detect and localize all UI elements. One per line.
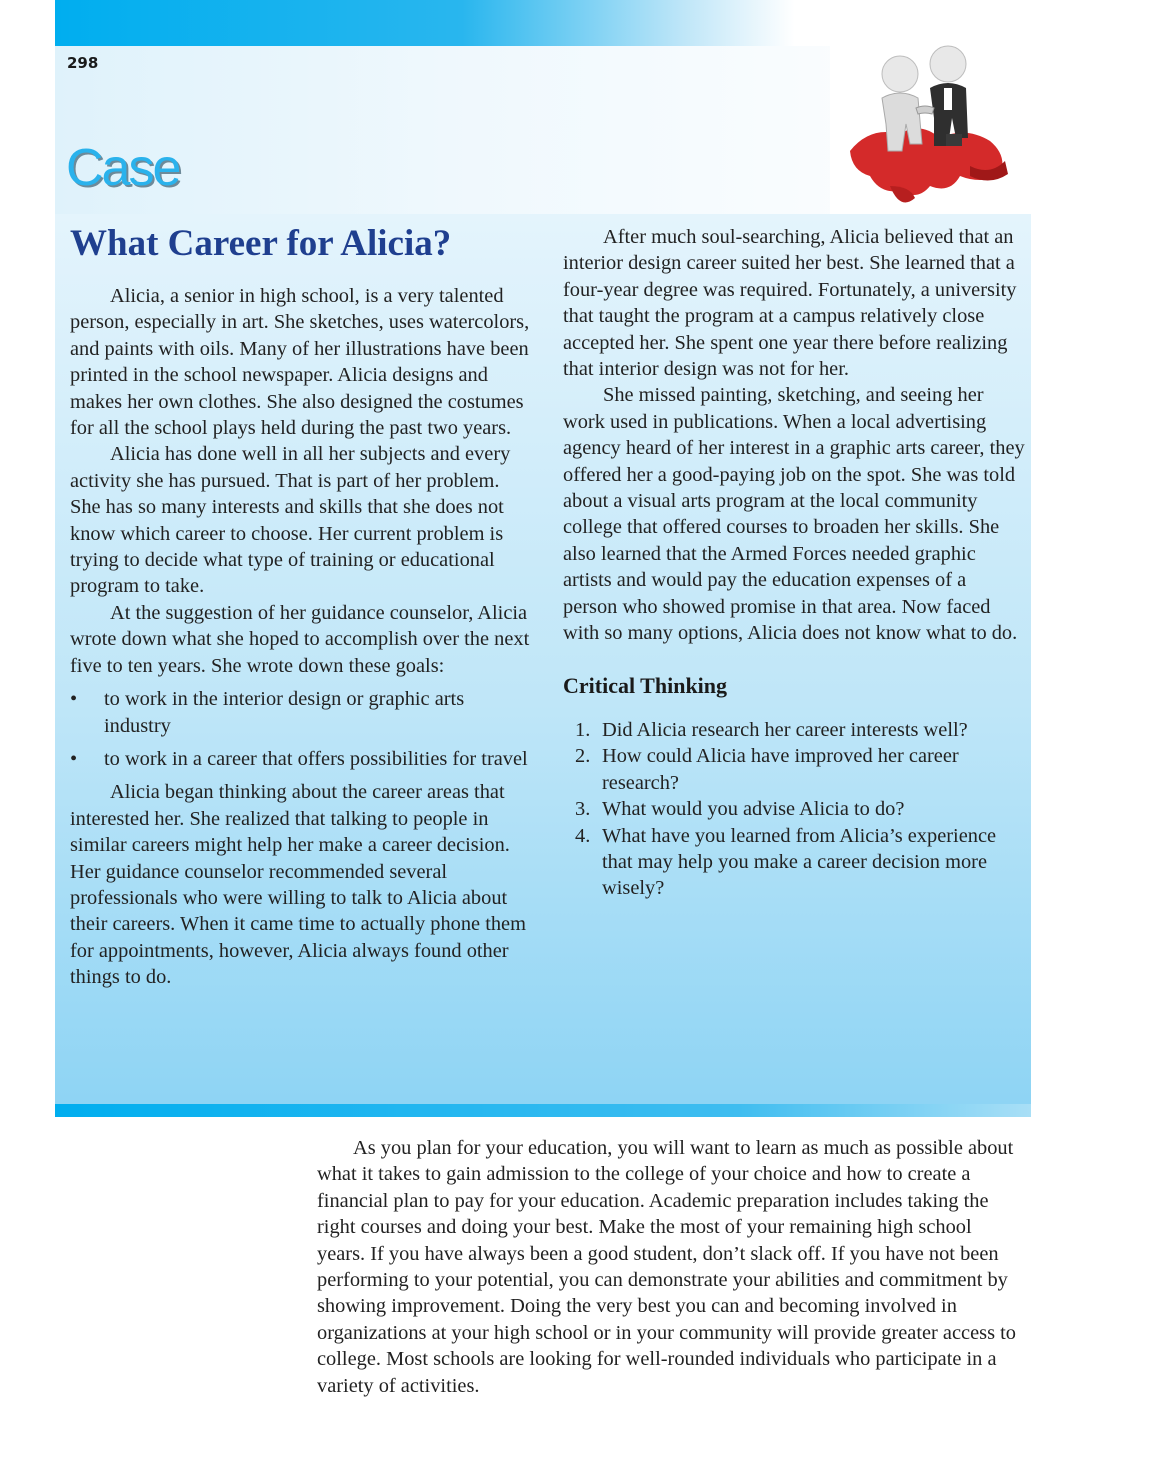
question-item xyxy=(563,743,1025,796)
case-paragraph: After much soul-searching, Alicia believed that an interior design career suited her best. She learned that a four-year degree was required. Fortunately, a university that taught the program at a campus relatively close accepted her. She spent one year there before realizing that interior design was not for her. xyxy=(563,226,1017,381)
question-number: 1. xyxy=(575,718,591,741)
question-text: How could Alicia have improved her career research? xyxy=(602,745,959,794)
case-right-column xyxy=(563,224,1025,902)
case-paragraph: Alicia has done well in all her subjects and every activity she has pursued. That is part of her problem. She has so many interests and skills that she does not know which career to choose. Her current problem is trying to decide what type of training or educational program to take. xyxy=(70,443,511,598)
goal-item xyxy=(70,686,532,739)
case-paragraph: Alicia, a senior in high school, is a very talented person, especially in art. She sketches, uses watercolors, and paints with oils. Many of her illustrations have been printed in the school newspaper. Alicia designs and makes her own clothes. She also designed the costumes for all the school plays held during the past two years. xyxy=(70,285,530,440)
critical-thinking-questions xyxy=(563,717,1025,902)
goal-text: to work in the interior design or graphic arts industry xyxy=(104,688,465,737)
goal-item xyxy=(70,746,532,772)
handshake-globe-icon xyxy=(830,26,1020,214)
page-number: 298 xyxy=(67,54,99,72)
question-item xyxy=(563,717,1025,743)
critical-thinking-heading: Critical Thinking xyxy=(563,672,728,698)
case-paragraph: At the suggestion of her guidance counselor, Alicia wrote down what she hoped to accomplish over the next five to ten years. She wrote down these goals: xyxy=(70,601,530,677)
goals-list xyxy=(70,686,532,772)
body-paragraph: As you plan for your education, you will want to learn as much as possible about what it takes to gain admission to the college of your choice and how to create a financial plan to pay for your education. Academic preparation includes taking the right courses and doing your best. Make the most of your remaining high school years. If you have always been a good student, don’t slack off. If you have not been performing to your potential, you can demonstrate your abilities and commitment by showing improvement. Doing the very best you can and becoming involved in organizations at your high school or in your community will provide greater access to college. Most schools are looking for well-rounded individuals who participate in a variety of activities. xyxy=(317,1137,1016,1397)
case-paragraph: Alicia began thinking about the career areas that interested her. She realized that talking to people in similar careers might help her make a career decision. Her guidance counselor recommended several professionals who were willing to talk to Alicia about their careers. When it came time to actually phone them for appointments, however, Alicia always found other things to do. xyxy=(70,781,526,989)
question-text: Did Alicia research her career interests well? xyxy=(602,718,968,741)
case-title: What Career for Alicia? xyxy=(70,223,452,264)
case-paragraph: She missed painting, sketching, and seeing her work used in publications. When a local advertising agency heard of her interest in a graphic arts career, they offered her a good-paying job on the spot. She was told about a visual arts program at the local community college that offered courses to broaden her skills. She also learned that the Armed Forces needed graphic artists and would pay the education expenses of a person who showed promise in that area. Now faced with so many options, Alicia does not know what to do. xyxy=(563,384,1025,645)
goal-text: to work in a career that offers possibilities for travel xyxy=(104,747,528,770)
main-body-text xyxy=(317,1135,1017,1399)
case-label: Case xyxy=(66,139,180,197)
top-accent-bar xyxy=(55,0,795,46)
bottom-accent-bar xyxy=(55,1104,1031,1117)
question-text: What have you learned from Alicia’s experience that may help you make a career decision more wisely? xyxy=(602,824,997,900)
question-number: 3. xyxy=(575,798,591,821)
question-item xyxy=(563,796,1025,822)
question-item xyxy=(563,823,1025,902)
question-number: 4. xyxy=(575,824,591,847)
question-number: 2. xyxy=(575,745,591,768)
bullet-icon: • xyxy=(70,688,78,711)
question-text: What would you advise Alicia to do? xyxy=(602,798,905,821)
case-left-column xyxy=(70,283,532,991)
bullet-icon: • xyxy=(70,747,78,770)
